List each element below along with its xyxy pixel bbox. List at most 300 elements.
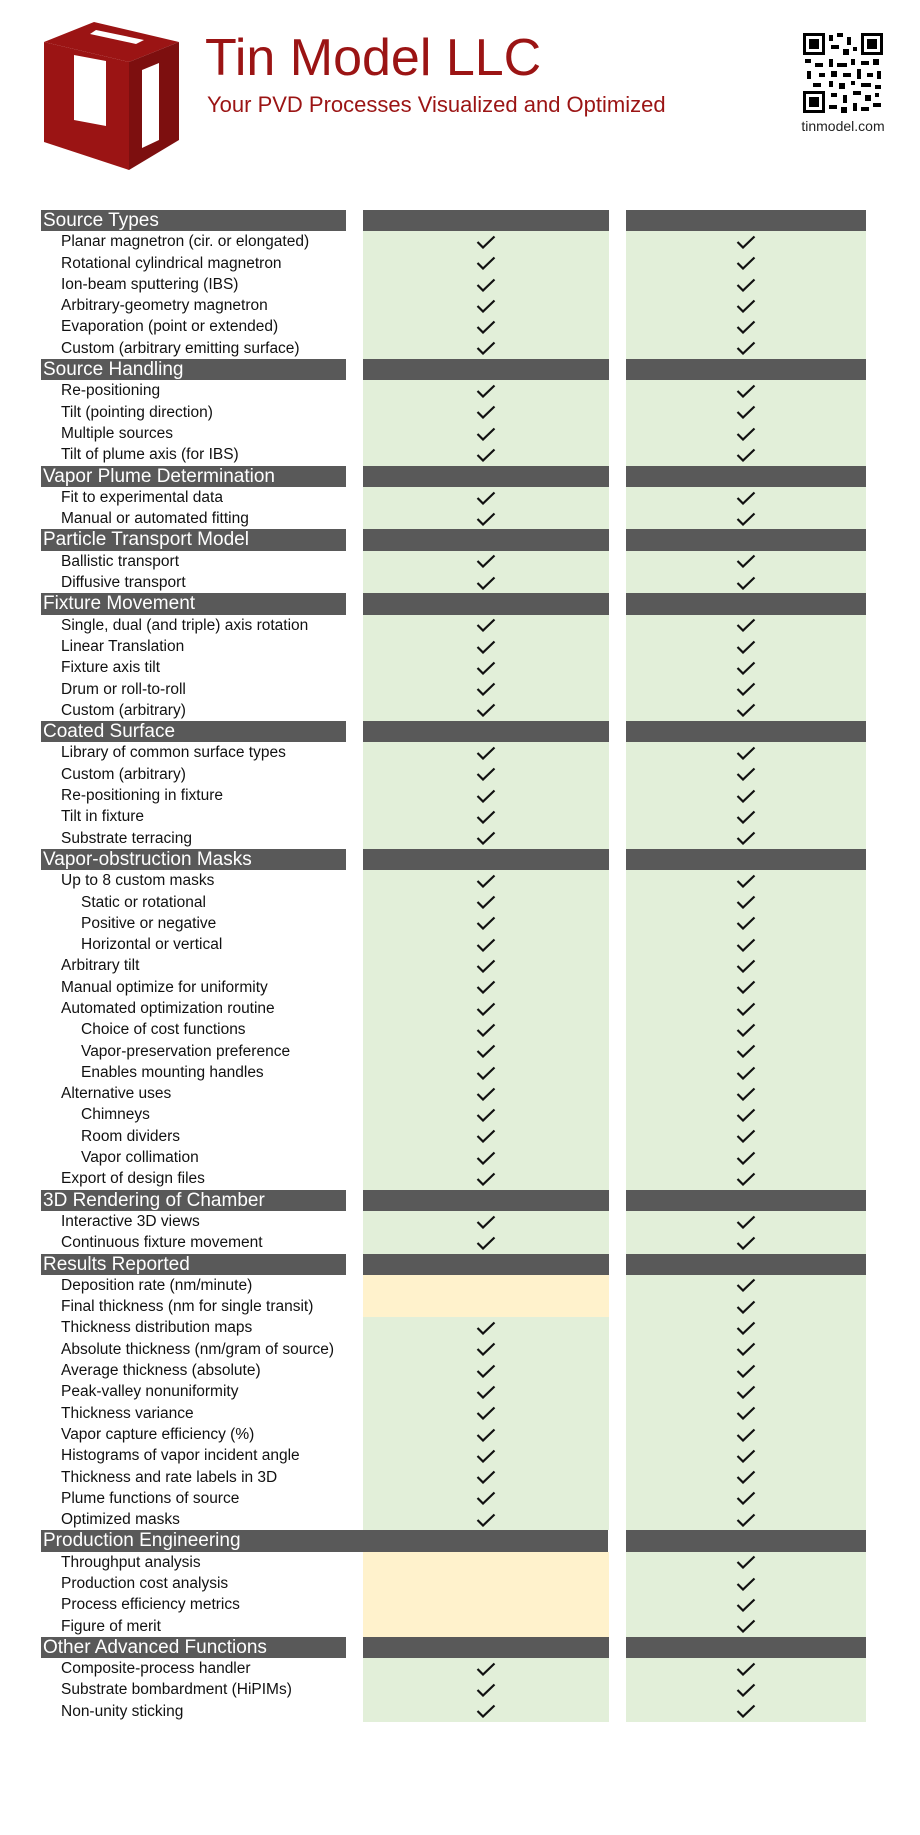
feature-label: Single, dual (and triple) axis rotation [61,616,309,634]
checkmark-icon [736,661,756,675]
column-1-cell [363,402,609,423]
section-bar-column-1 [363,721,609,742]
column-1-cell [363,1041,609,1062]
feature-row [0,1019,920,1040]
checkmark-icon [476,1406,496,1420]
column-1-cell [363,572,609,593]
checkmark-icon [476,1023,496,1037]
column-2-cell [626,1467,866,1488]
feature-label: Thickness distribution maps [61,1319,253,1337]
checkmark-icon [736,1342,756,1356]
checkmark-icon [736,1151,756,1165]
checkmark-icon [476,895,496,909]
checkmark-icon [476,831,496,845]
section-title: 3D Rendering of Chamber [41,1190,346,1211]
section-title: Source Types [41,210,346,231]
section-bar-column-2 [626,466,866,487]
feature-label: Linear Translation [61,637,185,655]
column-1-cell [363,1552,609,1573]
checkmark-icon [736,1172,756,1186]
checkmark-icon [736,1449,756,1463]
column-2-cell [626,423,866,444]
column-1-cell [363,700,609,721]
feature-row [0,1701,920,1722]
column-2-cell [626,551,866,572]
feature-row [0,1573,920,1594]
feature-label: Ion-beam sputtering (IBS) [61,275,239,293]
checkmark-icon [736,1215,756,1229]
feature-label: Export of design files [61,1170,205,1188]
feature-row [0,295,920,316]
feature-row [0,1126,920,1147]
feature-label: Rotational cylindrical magnetron [61,254,282,272]
section-bar-column-1 [363,1190,609,1211]
feature-row [0,1381,920,1402]
checkmark-icon [476,1449,496,1463]
section-bar-column-1 [363,529,609,550]
column-2-cell [626,657,866,678]
checkmark-icon [736,320,756,334]
feature-label: Composite-process handler [61,1660,251,1678]
checkmark-icon [736,1236,756,1250]
checkmark-icon [476,1151,496,1165]
checkmark-icon [476,427,496,441]
feature-label: Diffusive transport [61,574,186,592]
feature-label: Vapor-preservation preference [81,1042,291,1060]
section-title: Results Reported [41,1254,346,1275]
feature-row [0,274,920,295]
column-2-cell [626,274,866,295]
feature-comparison-table [0,210,920,1722]
feature-label: Arbitrary-geometry magnetron [61,297,268,315]
feature-label: Custom (arbitrary) [61,701,186,719]
checkmark-icon [476,1002,496,1016]
column-2-cell [626,1147,866,1168]
section-bar-column-2 [626,1530,866,1551]
feature-label: Substrate bombardment (HiPIMs) [61,1681,292,1699]
feature-label: Positive or negative [81,914,217,932]
feature-label: Re-positioning [61,382,161,400]
feature-row [0,615,920,636]
checkmark-icon [736,1406,756,1420]
feature-row [0,679,920,700]
feature-label: Fixture axis tilt [61,659,161,677]
feature-label: Up to 8 custom masks [61,872,215,890]
feature-label: Tilt (pointing direction) [61,403,213,421]
column-1-cell [363,1616,609,1637]
feature-row [0,742,920,763]
column-1-cell [363,338,609,359]
checkmark-icon [476,640,496,654]
checkmark-icon [476,1215,496,1229]
checkmark-icon [736,767,756,781]
column-1-cell [363,253,609,274]
feature-row [0,1168,920,1189]
section-bar-column-2 [626,1190,866,1211]
column-1-cell [363,1467,609,1488]
checkmark-icon [736,512,756,526]
feature-label: Static or rotational [81,893,206,911]
section-header-row [0,1530,920,1551]
feature-row [0,1658,920,1679]
feature-row [0,977,920,998]
feature-row [0,1317,920,1338]
column-2-cell [626,1658,866,1679]
column-1-cell [363,1424,609,1445]
qr-code-icon [803,33,883,118]
feature-row [0,785,920,806]
checkmark-icon [476,1513,496,1527]
section-title: Fixture Movement [41,593,346,614]
column-1-cell [363,657,609,678]
feature-label: Non-unity sticking [61,1702,184,1720]
checkmark-icon [476,278,496,292]
column-2-cell [626,913,866,934]
checkmark-icon [476,405,496,419]
section-bar-column-2 [626,721,866,742]
feature-row [0,1424,920,1445]
column-1-cell [363,508,609,529]
checkmark-icon [736,1470,756,1484]
feature-label: Average thickness (absolute) [61,1362,261,1380]
checkmark-icon [736,1555,756,1569]
section-bar-column-2 [626,1637,866,1658]
checkmark-icon [736,980,756,994]
feature-label: Room dividers [81,1127,181,1145]
section-bar-column-2 [626,529,866,550]
column-1-cell [363,806,609,827]
feature-row [0,444,920,465]
feature-row [0,316,920,337]
feature-row [0,338,920,359]
feature-row [0,1403,920,1424]
feature-label: Custom (arbitrary) [61,765,186,783]
column-2-cell [626,806,866,827]
column-2-cell [626,1168,866,1189]
checkmark-icon [736,1428,756,1442]
checkmark-icon [736,810,756,824]
feature-label: Optimized masks [61,1511,180,1529]
column-2-cell [626,1317,866,1338]
column-1-cell [363,1509,609,1530]
column-2-cell [626,998,866,1019]
checkmark-icon [476,682,496,696]
section-bar-column-2 [626,359,866,380]
checkmark-icon [476,1428,496,1442]
column-2-cell [626,1339,866,1360]
checkmark-icon [476,661,496,675]
feature-row [0,1083,920,1104]
feature-label: Deposition rate (nm/minute) [61,1276,253,1294]
column-2-cell [626,316,866,337]
feature-label: Vapor capture efficiency (%) [61,1425,255,1443]
feature-label: Histograms of vapor incident angle [61,1447,300,1465]
feature-row [0,764,920,785]
feature-label: Planar magnetron (cir. or elongated) [61,233,310,251]
checkmark-icon [736,554,756,568]
column-2-cell [626,828,866,849]
column-1-cell [363,1232,609,1253]
feature-label: Plume functions of source [61,1489,240,1507]
feature-label: Throughput analysis [61,1553,201,1571]
checkmark-icon [736,895,756,909]
checkmark-icon [476,959,496,973]
column-1-cell [363,636,609,657]
feature-row [0,402,920,423]
section-bar-column-1 [363,849,609,870]
column-2-cell [626,1424,866,1445]
column-2-cell [626,955,866,976]
header [0,0,920,180]
checkmark-icon [476,1364,496,1378]
column-2-cell [626,1360,866,1381]
column-2-cell [626,764,866,785]
feature-label: Peak-valley nonuniformity [61,1383,239,1401]
checkmark-icon [736,1066,756,1080]
checkmark-icon [476,448,496,462]
column-1-cell [363,1701,609,1722]
column-2-cell [626,636,866,657]
checkmark-icon [476,789,496,803]
section-header-row [0,593,920,614]
column-2-cell [626,934,866,955]
column-2-cell [626,338,866,359]
brand-tagline: Your PVD Processes Visualized and Optimized [207,92,666,117]
section-title: Coated Surface [41,721,346,742]
feature-label: Manual optimize for uniformity [61,978,268,996]
feature-row [0,1594,920,1615]
checkmark-icon [736,1619,756,1633]
feature-label: Custom (arbitrary emitting surface) [61,339,300,357]
column-2-cell [626,231,866,252]
checkmark-icon [736,278,756,292]
feature-row [0,508,920,529]
column-1-cell [363,785,609,806]
column-1-cell [363,828,609,849]
column-2-cell [626,615,866,636]
column-2-cell [626,1552,866,1573]
section-bar-column-1 [363,1254,609,1275]
feature-label: Tilt in fixture [61,808,144,826]
column-2-cell [626,295,866,316]
feature-row [0,1232,920,1253]
feature-row [0,1296,920,1317]
section-title: Vapor Plume Determination [41,466,346,487]
feature-label: Evaporation (point or extended) [61,318,279,336]
checkmark-icon [476,874,496,888]
checkmark-icon [736,874,756,888]
feature-label: Drum or roll-to-roll [61,680,186,698]
section-title: Source Handling [41,359,346,380]
feature-row [0,1467,920,1488]
column-2-cell [626,1616,866,1637]
column-1-cell [363,1126,609,1147]
checkmark-icon [736,448,756,462]
column-1-cell [363,892,609,913]
column-2-cell [626,1083,866,1104]
feature-row [0,1509,920,1530]
column-2-cell [626,444,866,465]
checkmark-icon [736,1683,756,1697]
checkmark-icon [736,1364,756,1378]
checkmark-icon [476,980,496,994]
column-1-cell [363,742,609,763]
feature-label: Thickness variance [61,1404,194,1422]
column-2-cell [626,892,866,913]
column-2-cell [626,1062,866,1083]
section-header-row [0,721,920,742]
checkmark-icon [476,576,496,590]
feature-row [0,1445,920,1466]
checkmark-icon [736,1044,756,1058]
feature-label: Final thickness (nm for single transit) [61,1298,314,1316]
checkmark-icon [736,959,756,973]
column-1-cell [363,1360,609,1381]
tin-model-logo-icon [44,22,179,175]
checkmark-icon [736,1129,756,1143]
checkmark-icon [736,299,756,313]
feature-label: Vapor collimation [81,1149,199,1167]
column-2-cell [626,1381,866,1402]
feature-row [0,487,920,508]
column-1-cell [363,977,609,998]
checkmark-icon [476,299,496,313]
feature-row [0,657,920,678]
checkmark-icon [736,640,756,654]
feature-row [0,1488,920,1509]
feature-row [0,1104,920,1125]
feature-row [0,955,920,976]
column-1-cell [363,1679,609,1700]
column-2-cell [626,1679,866,1700]
section-header-row [0,849,920,870]
checkmark-icon [736,1577,756,1591]
feature-row [0,892,920,913]
feature-row [0,1360,920,1381]
feature-label: Substrate terracing [61,829,192,847]
checkmark-icon [736,1385,756,1399]
column-2-cell [626,380,866,401]
column-1-cell [363,679,609,700]
feature-row [0,636,920,657]
column-1-cell [363,1403,609,1424]
checkmark-icon [736,256,756,270]
column-1-cell [363,1104,609,1125]
checkmark-icon [736,405,756,419]
section-bar-column-2 [626,849,866,870]
checkmark-icon [736,235,756,249]
checkmark-icon [476,1087,496,1101]
feature-label: Thickness and rate labels in 3D [61,1468,278,1486]
section-title: Vapor-obstruction Masks [41,849,346,870]
column-1-cell [363,1019,609,1040]
checkmark-icon [476,767,496,781]
feature-label: Automated optimization routine [61,999,275,1017]
feature-label: Choice of cost functions [81,1021,246,1039]
checkmark-icon [736,1321,756,1335]
column-1-cell [363,764,609,785]
section-bar-column-1 [363,210,609,231]
column-2-cell [626,977,866,998]
feature-row [0,380,920,401]
column-2-cell [626,1104,866,1125]
checkmark-icon [736,746,756,760]
feature-row [0,1041,920,1062]
feature-label: Absolute thickness (nm/gram of source) [61,1340,335,1358]
feature-label: Horizontal or vertical [81,936,223,954]
checkmark-icon [736,1662,756,1676]
column-1-cell [363,274,609,295]
column-2-cell [626,402,866,423]
feature-label: Alternative uses [61,1085,172,1103]
feature-label: Chimneys [81,1106,150,1124]
feature-row [0,806,920,827]
checkmark-icon [736,1023,756,1037]
checkmark-icon [476,1321,496,1335]
website-link[interactable]: tinmodel.com [801,118,885,134]
column-2-cell [626,679,866,700]
feature-row [0,1616,920,1637]
column-1-cell [363,380,609,401]
checkmark-icon [476,1108,496,1122]
checkmark-icon [736,384,756,398]
column-1-cell [363,1168,609,1189]
feature-label: Figure of merit [61,1617,161,1635]
feature-row [0,572,920,593]
column-1-cell [363,1296,609,1317]
checkmark-icon [476,938,496,952]
checkmark-icon [476,1129,496,1143]
column-1-cell [363,1317,609,1338]
feature-row [0,1339,920,1360]
section-title: Particle Transport Model [41,529,346,550]
column-1-cell [363,1594,609,1615]
column-2-cell [626,253,866,274]
checkmark-icon [736,1513,756,1527]
section-bar-column-1 [363,593,609,614]
feature-row [0,1147,920,1168]
column-2-cell [626,1232,866,1253]
checkmark-icon [476,256,496,270]
feature-row [0,231,920,252]
column-2-cell [626,1296,866,1317]
feature-row [0,1275,920,1296]
checkmark-icon [736,831,756,845]
checkmark-icon [736,789,756,803]
column-1-cell [363,998,609,1019]
checkmark-icon [476,512,496,526]
column-2-cell [626,1041,866,1062]
feature-row [0,934,920,955]
checkmark-icon [736,576,756,590]
feature-row [0,423,920,444]
feature-row [0,1679,920,1700]
section-bar-column-2 [626,593,866,614]
column-2-cell [626,1403,866,1424]
column-1-cell [363,1488,609,1509]
column-2-cell [626,700,866,721]
column-1-cell [363,316,609,337]
checkmark-icon [476,341,496,355]
section-header-row [0,1254,920,1275]
checkmark-icon [476,1491,496,1505]
column-1-cell [363,1381,609,1402]
checkmark-icon [736,491,756,505]
feature-row [0,1211,920,1232]
checkmark-icon [476,1704,496,1718]
checkmark-icon [736,1108,756,1122]
section-bar-column-1 [363,1637,609,1658]
